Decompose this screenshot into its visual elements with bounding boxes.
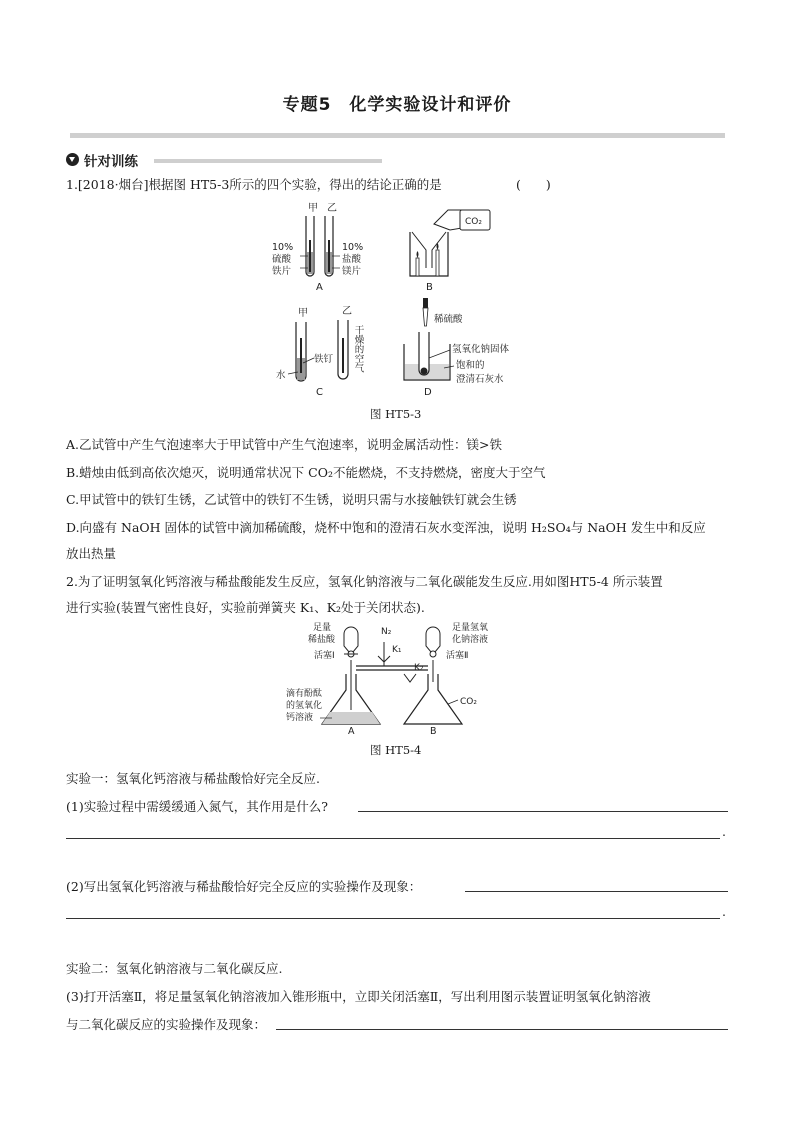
svg-text:乙: 乙 (327, 203, 337, 214)
svg-text:A: A (316, 282, 323, 293)
svg-text:活塞Ⅰ: 活塞Ⅰ (314, 651, 335, 661)
svg-text:水: 水 (276, 370, 286, 381)
svg-text:10%: 10% (272, 242, 294, 253)
answer-line-1a[interactable] (358, 811, 728, 812)
panel-d-heat-test (404, 298, 510, 398)
svg-text:B: B (426, 282, 433, 293)
line-end-period: . (722, 904, 726, 919)
svg-text:乙: 乙 (342, 306, 352, 317)
panel-a-test-tubes (272, 202, 363, 293)
svg-text:N₂: N₂ (381, 627, 392, 637)
question-2-stem: 2.为了证明氢氧化钙溶液与稀盐酸能发生反应，氢氧化钠溶液与二氧化碳能发生反应.用如图HT5-4 所示装置 (66, 574, 663, 589)
page-title: 专题5 化学实验设计和评价 (282, 95, 512, 115)
sub-question-2: (2)写出氢氧化钙溶液与稀盐酸恰好完全反应的实验操作及现象： (66, 879, 422, 894)
svg-text:甲: 甲 (308, 203, 318, 214)
svg-text:稀硫酸: 稀硫酸 (434, 314, 463, 325)
svg-text:澄清石灰水: 澄清石灰水 (456, 374, 504, 385)
sub-question-1: (1)实验过程中需缓缓通入氮气，其作用是什么? (66, 799, 328, 814)
figure-ht5-4 (280, 620, 500, 736)
panel-c-rust-test (276, 305, 364, 398)
svg-text:K₁: K₁ (392, 645, 402, 655)
answer-line-1b[interactable] (66, 838, 720, 839)
sub-question-3-continued: 与二氧化碳反应的实验操作及现象： (66, 1017, 267, 1032)
question-2-stem-continued: 进行实验(装置气密性良好，实验前弹簧夹 K₁、K₂处于关闭状态). (66, 600, 425, 615)
svg-text:B: B (430, 726, 437, 736)
svg-text:滴有酚酞: 滴有酚酞 (286, 689, 323, 699)
svg-text:足量: 足量 (313, 623, 332, 633)
svg-text:钙溶液: 钙溶液 (286, 713, 314, 723)
figure-ht5-3 (266, 198, 526, 400)
svg-text:铁钉: 铁钉 (314, 354, 334, 365)
svg-text:K₂: K₂ (414, 663, 424, 673)
answer-line-3a[interactable] (276, 1029, 728, 1030)
svg-text:C: C (316, 387, 323, 398)
section-title: 针对训练 (84, 154, 138, 170)
svg-text:盐酸: 盐酸 (342, 254, 362, 265)
svg-text:的氢氧化: 的氢氧化 (286, 701, 323, 711)
svg-text:铁片: 铁片 (272, 266, 292, 277)
svg-text:CO₂: CO₂ (465, 217, 482, 227)
svg-text:A: A (348, 726, 355, 736)
svg-text:D: D (424, 387, 432, 398)
option-b: B.蜡烛由低到高依次熄灭，说明通常状况下 CO₂不能燃烧，不支持燃烧，密度大于空气 (66, 465, 546, 480)
svg-text:CO₂: CO₂ (460, 697, 477, 707)
svg-text:氢氧化钠固体: 氢氧化钠固体 (452, 344, 510, 355)
question-1-stem: 1.[2018·烟台]根据图 HT5-3所示的四个实验，得出的结论正确的是 (66, 177, 442, 192)
experiment-1-heading: 实验一：氢氧化钙溶液与稀盐酸恰好完全反应. (66, 771, 320, 786)
sub-question-3: (3)打开活塞Ⅱ，将足量氢氧化钠溶液加入锥形瓶中，立即关闭活塞Ⅱ，写出利用图示装置证明氢氧化钠溶液 (66, 989, 651, 1004)
option-c: C.甲试管中的铁钉生锈，乙试管中的铁钉不生锈，说明只需与水接触铁钉就会生锈 (66, 492, 517, 507)
option-d: D.向盛有 NaOH 固体的试管中滴加稀硫酸，烧杯中饱和的澄清石灰水变浑浊，说明 H₂SO₄与 NaOH 发生中和反应 (66, 520, 706, 535)
option-a: A.乙试管中产生气泡速率大于甲试管中产生气泡速率，说明金属活动性：镁>铁 (66, 437, 502, 452)
line-end-period: . (722, 824, 726, 839)
experiment-2-heading: 实验二：氢氧化钠溶液与二氧化碳反应. (66, 961, 283, 976)
svg-text:镁片: 镁片 (342, 266, 362, 277)
svg-text:饱和的: 饱和的 (456, 360, 485, 371)
svg-text:10%: 10% (342, 242, 364, 253)
panel-b-beaker-candles (410, 210, 490, 293)
answer-line-2b[interactable] (66, 918, 720, 919)
svg-text:硫酸: 硫酸 (272, 254, 292, 265)
svg-text:活塞Ⅱ: 活塞Ⅱ (446, 651, 469, 661)
svg-text:干燥的空气: 干燥的空气 (352, 325, 364, 373)
answer-line-2a[interactable] (465, 891, 728, 892)
triangle-down-icon (66, 153, 79, 166)
svg-text:化钠溶液: 化钠溶液 (452, 635, 489, 645)
section-divider (154, 159, 382, 163)
answer-bracket: ( ) (516, 177, 551, 192)
title-divider (70, 133, 725, 138)
svg-text:足量氢氧: 足量氢氧 (452, 623, 489, 633)
figure-caption-ht5-3: 图 HT5-3 (370, 407, 422, 421)
option-d-continued: 放出热量 (66, 546, 117, 561)
figure-caption-ht5-4: 图 HT5-4 (370, 743, 422, 757)
svg-text:甲: 甲 (298, 308, 308, 319)
svg-text:稀盐酸: 稀盐酸 (308, 635, 336, 645)
